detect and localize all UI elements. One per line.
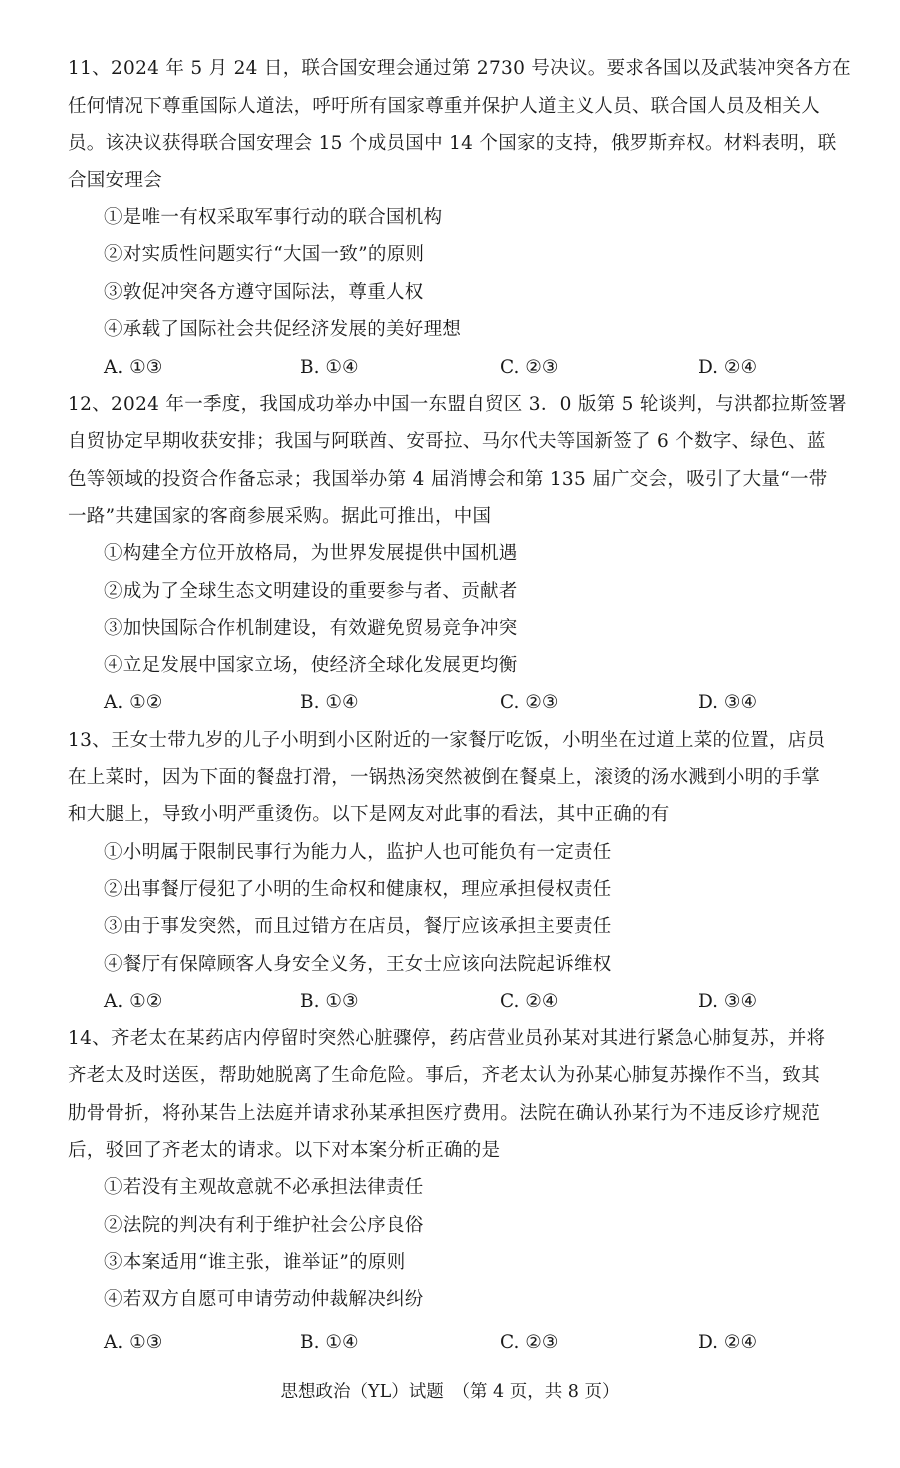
question-stem-line: 12、2024 年一季度，我国成功举办中国一东盟自贸区 3．0 版第 5 轮谈判，与洪都拉斯签署 <box>68 394 847 415</box>
page-footer: 思想政治（YL）试题 （第 4 页，共 8 页） <box>280 1382 620 1402</box>
question-stem-line: 一路”共建国家的客商参展采购。据此可推出，中国 <box>68 506 492 527</box>
choice-a: A. ①③ <box>104 357 163 378</box>
choice-d: D. ③④ <box>698 692 758 713</box>
question-stem-line: 13、王女士带九岁的儿子小明到小区附近的一家餐厅吃饭，小明坐在过道上菜的位置，店员 <box>68 730 826 751</box>
statement-option: ①若没有主观故意就不必承担法律责任 <box>104 1177 424 1198</box>
statement-option: ③加快国际合作机制建设，有效避免贸易竞争冲突 <box>104 618 518 639</box>
statement-option: ④承载了国际社会共促经济发展的美好理想 <box>104 319 462 340</box>
choice-c: C. ②③ <box>500 692 559 713</box>
statement-option: ④若双方自愿可申请劳动仲裁解决纠纷 <box>104 1289 424 1310</box>
choice-a: A. ①② <box>104 692 163 713</box>
statement-option: ②成为了全球生态文明建设的重要参与者、贡献者 <box>104 581 518 602</box>
question-stem-line: 齐老太及时送医，帮助她脱离了生命危险。事后，齐老太认为孙某心肺复苏操作不当，致其 <box>68 1065 821 1086</box>
question-stem-line: 合国安理会 <box>68 170 163 191</box>
choice-c: C. ②③ <box>500 357 559 378</box>
question-stem-line: 14、齐老太在某药店内停留时突然心脏骤停，药店营业员孙某对其进行紧急心肺复苏，并将 <box>68 1028 826 1049</box>
question-stem-line: 员。该决议获得联合国安理会 15 个成员国中 14 个国家的支持，俄罗斯弃权。材料表明，联 <box>68 133 837 154</box>
choice-a: A. ①③ <box>104 1332 163 1353</box>
statement-option: ④立足发展中国家立场，使经济全球化发展更均衡 <box>104 655 518 676</box>
choice-d: D. ③④ <box>698 991 758 1012</box>
question-stem-line: 在上菜时，因为下面的餐盘打滑，一锅热汤突然被倒在餐桌上，滚烫的汤水溅到小明的手掌 <box>68 767 821 788</box>
question-stem-line: 11、2024 年 5 月 24 日，联合国安理会通过第 2730 号决议。要求各国以及武装冲突各方在 <box>68 58 851 79</box>
statement-option: ③敦促冲突各方遵守国际法，尊重人权 <box>104 282 424 303</box>
choice-c: C. ②③ <box>500 1332 559 1353</box>
choice-d: D. ②④ <box>698 357 758 378</box>
question-stem-line: 任何情况下尊重国际人道法，呼吁所有国家尊重并保护人道主义人员、联合国人员及相关人 <box>68 96 821 117</box>
choice-b: B. ①③ <box>300 991 359 1012</box>
choice-b: B. ①④ <box>300 357 359 378</box>
statement-option: ②对实质性问题实行“大国一致”的原则 <box>104 244 425 265</box>
statement-option: ④餐厅有保障顾客人身安全义务，王女士应该向法院起诉维权 <box>104 954 612 975</box>
choice-b: B. ①④ <box>300 692 359 713</box>
question-stem-line: 和大腿上，导致小明严重烫伤。以下是网友对此事的看法，其中正确的有 <box>68 804 670 825</box>
choice-a: A. ①② <box>104 991 163 1012</box>
choice-c: C. ②④ <box>500 991 559 1012</box>
question-stem-line: 后，驳回了齐老太的请求。以下对本案分析正确的是 <box>68 1140 501 1161</box>
statement-option: ①小明属于限制民事行为能力人，监护人也可能负有一定责任 <box>104 842 612 863</box>
choice-d: D. ②④ <box>698 1332 758 1353</box>
statement-option: ②出事餐厅侵犯了小明的生命权和健康权，理应承担侵权责任 <box>104 879 612 900</box>
question-stem-line: 肋骨骨折，将孙某告上法庭并请求孙某承担医疗费用。法院在确认孙某行为不违反诊疗规范 <box>68 1103 821 1124</box>
statement-option: ③本案适用“谁主张，谁举证”的原则 <box>104 1252 406 1273</box>
statement-option: ①构建全方位开放格局，为世界发展提供中国机遇 <box>104 543 518 564</box>
statement-option: ③由于事发突然，而且过错方在店员，餐厅应该承担主要责任 <box>104 916 612 937</box>
choice-b: B. ①④ <box>300 1332 359 1353</box>
question-stem-line: 自贸协定早期收获安排；我国与阿联酋、安哥拉、马尔代夫等国新签了 6 个数字、绿色、蓝 <box>68 431 826 452</box>
question-stem-line: 色等领域的投资合作备忘录；我国举办第 4 届消博会和第 135 届广交会，吸引了大量“一带 <box>68 469 828 490</box>
statement-option: ①是唯一有权采取军事行动的联合国机构 <box>104 207 443 228</box>
statement-option: ②法院的判决有利于维护社会公序良俗 <box>104 1215 424 1236</box>
